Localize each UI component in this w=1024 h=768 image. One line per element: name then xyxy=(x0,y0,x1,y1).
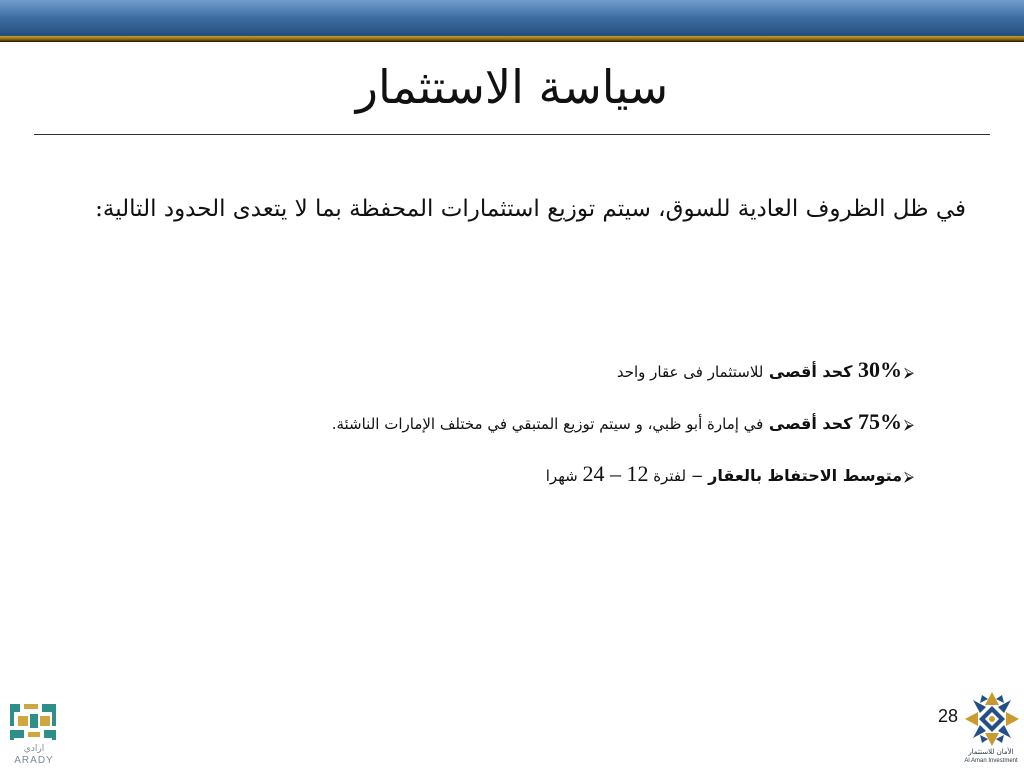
page-number: 28 xyxy=(937,706,959,726)
arady-logo-latin-text: ARADY xyxy=(14,755,54,766)
arrow-bullet-icon: ⮚ xyxy=(904,365,914,381)
bullet-text: للاستثمار فى عقار واحد xyxy=(616,363,764,381)
arady-logo-mark xyxy=(10,704,56,740)
top-banner-gold-stripe xyxy=(0,36,1024,42)
bullet-dash: − xyxy=(686,467,709,485)
bullet-number-min: 12 xyxy=(626,461,649,486)
bullet-percentage: 75% xyxy=(858,409,903,434)
bullet-bold-text: كحد أقصى xyxy=(763,414,859,433)
al-aman-logo-mark xyxy=(965,692,1019,746)
bullet-list xyxy=(64,346,914,502)
intro-paragraph: في ظل الظروف العادية للسوق، سيتم توزيع استثمارات المحفظة بما لا يتعدى الحدود التالية: xyxy=(95,196,966,222)
bullet-item-holding-period xyxy=(64,450,914,502)
bullet-range-separator: – xyxy=(604,461,627,486)
title-divider xyxy=(34,134,990,135)
arrow-bullet-icon: ⮚ xyxy=(904,417,914,433)
al-aman-logo-icon xyxy=(962,690,1022,748)
bullet-item-single-property xyxy=(64,346,914,398)
slide-title: سياسة الاستثمار xyxy=(355,60,669,114)
bullet-text: في إمارة أبو ظبي، و سيتم توزيع المتبقي في مختلف الإمارات الناشئة. xyxy=(331,415,764,433)
bullet-text-suffix: شهرا xyxy=(545,467,583,485)
arrow-bullet-icon: ⮚ xyxy=(904,469,914,485)
bullet-bold-text: متوسط الاحتفاظ بالعقار xyxy=(708,466,903,485)
bullet-number-max: 24 xyxy=(582,461,605,486)
al-aman-logo-arabic-text: الأمان للاستثمار xyxy=(968,748,1014,756)
arady-logo-arabic-text: ارادي xyxy=(23,744,45,754)
bullet-bold-text: كحد أقصى xyxy=(763,362,859,381)
al-aman-logo-latin-text: Al Aman Investment xyxy=(964,758,1018,764)
top-banner xyxy=(0,0,1024,38)
bullet-percentage: 30% xyxy=(858,357,903,382)
bullet-text: لفترة xyxy=(648,467,687,485)
bullet-item-abu-dhabi xyxy=(64,398,914,450)
